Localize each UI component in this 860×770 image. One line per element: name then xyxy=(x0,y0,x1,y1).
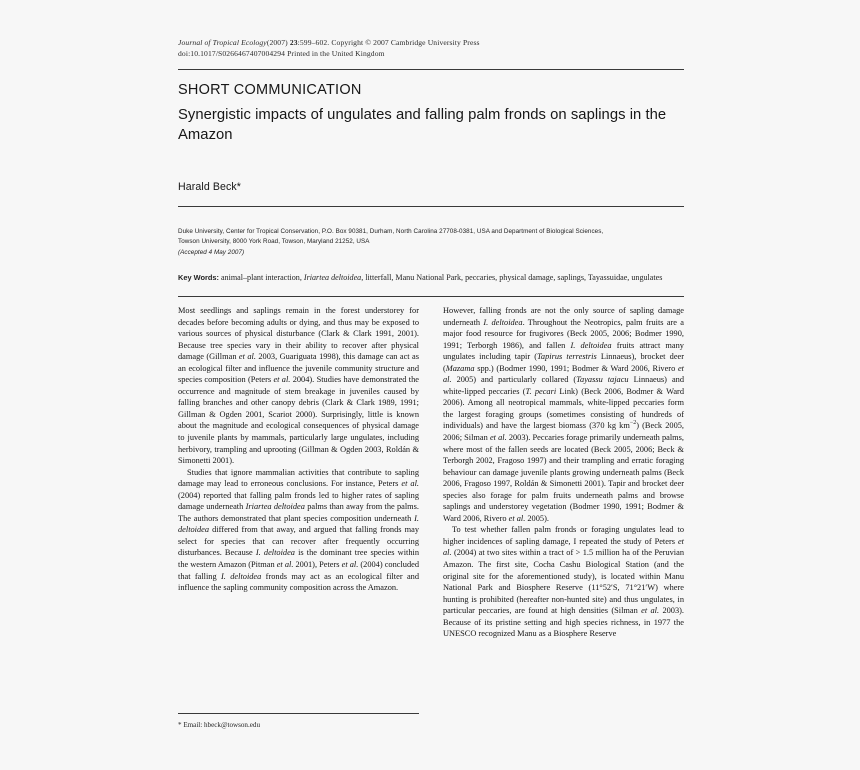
italic-term: et al. xyxy=(341,560,359,570)
keywords-part-2: , litterfall, Manu National Park, peccaries, physical damage, saplings, Tayassuidae, ungulates xyxy=(361,272,663,282)
italic-term: et al. xyxy=(443,536,684,558)
italic-term: T. pecari xyxy=(525,386,557,396)
accepted-date: (Accepted 4 May 2007) xyxy=(178,248,245,256)
body-text: . Throughout the Neotropics, palm fruits are a major food resource for frugivores (Beck 2005, 2006; Bodmer 1990, 1991; Terborgh 1986), and fallen xyxy=(443,317,684,350)
header-rule-middle xyxy=(178,206,684,207)
body-text: fruits attract many ungulates including tapir ( xyxy=(443,340,684,362)
body-paragraph xyxy=(178,305,419,467)
body-text: 2004). Studies have demonstrated the occurrence and magnitude of stem breakage in juveniles caused by falling branches and other canopy debris (Clark & Clark 1989, 1991; Gillman & Ogden 2001, Scariot 2000). Surprisingly, little is known about the magnitude and ecological consequences of physical damage to juvenile plants by mammals, particularly large ungulates, including herbivory, trampling and uprooting (Gillman & Ogden 2003, Roldán & Simonetti 2001). xyxy=(178,375,419,466)
italic-term: Tapirus terrestris xyxy=(537,352,597,362)
body-paragraph xyxy=(443,524,684,639)
footnote-rule xyxy=(178,713,419,714)
body-text: (2004) reported that falling palm fronds led to higher rates of sapling damage underneath xyxy=(178,490,419,512)
body-text: 2001), Peters xyxy=(293,560,342,570)
author-affiliation xyxy=(178,227,684,258)
italic-term: I. deltoidea xyxy=(178,513,419,535)
body-columns xyxy=(178,305,684,640)
italic-term: et al. xyxy=(508,513,526,523)
body-text: spp.) (Bodmer 1990, 1991; Bodmer & Ward 2006, Rivero xyxy=(474,363,678,373)
affiliation-line-1: Duke University, Center for Tropical Conservation, P.O. Box 90381, Durham, North Carolina 27708-0381, USA and Department of Biological Sciences, xyxy=(178,228,604,236)
keywords-block xyxy=(178,272,684,285)
paper-header-section xyxy=(178,38,684,297)
italic-term: I. deltoidea xyxy=(221,571,262,581)
body-text: Most seedlings and saplings remain in the forest understorey for decades before becoming adults or dying, and thus may be exposed to various sources of physical disturbance (Clark & Clark 1991, 2001). Because tree species vary in their ability to recover after physical damage (Gillman xyxy=(178,306,419,362)
keywords-label: Key Words: xyxy=(178,272,219,282)
italic-term: I. deltoidea xyxy=(483,317,523,327)
keywords-species: Iriartea deltoidea xyxy=(303,272,362,282)
body-column-right xyxy=(443,305,684,640)
body-text: Studies that ignore mammalian activities that contribute to sapling damage may lead to erroneous conclusions. For instance, Peters xyxy=(178,467,419,489)
footnote-email: * Email: hbeck@towson.edu xyxy=(178,721,260,729)
journal-doi: doi:10.1017/S0266467407004294 xyxy=(178,49,286,59)
journal-pages: :599–602. xyxy=(297,38,330,47)
page-title: Synergistic impacts of ungulates and falling palm fronds on saplings in the Amazon xyxy=(178,107,667,143)
title-block xyxy=(178,81,684,193)
italic-term: Tayassu tajacu xyxy=(576,375,629,385)
body-text: fronds may act as an ecological filter and influence the sapling community composition across the Amazon. xyxy=(178,571,420,593)
body-text: 2005) and particularly collared ( xyxy=(451,375,577,385)
keywords-part-1: animal–plant interaction, xyxy=(220,272,304,282)
affiliation-line-2: Towson University, 8000 York Road, Towson, Maryland 21252, USA xyxy=(178,238,370,246)
journal-year: (2007) xyxy=(266,38,288,47)
italic-term: et al. xyxy=(443,363,684,385)
journal-citation-line xyxy=(178,38,684,49)
journal-printed: Printed in the United Kingdom xyxy=(287,49,385,59)
header-rule-top xyxy=(178,69,684,70)
body-text: (2004) at two sites within a tract of > 1.5 million ha of the Peruvian Amazon. The first site, Cocha Cashu Biological Station (and the original site for the aforementioned study), is located within Manu National Park and Biosphere Reserve (11°52′S, 71°21′W) where hunting is prohibited (hereafter non-hunted site) and thus ungulates, in particular peccaries, are found at high densities (Silman xyxy=(443,548,684,616)
article-kicker: SHORT COMMUNICATION xyxy=(178,82,362,99)
header-rule-bottom xyxy=(178,296,684,297)
body-text: 2003). Because of its pristine setting and high species richness, in 1977 the UNESCO recognized Manu as a Biosphere Reserve xyxy=(443,606,685,639)
body-column-left xyxy=(178,305,419,640)
body-paragraph xyxy=(443,305,684,524)
body-text: However, falling fronds are not the only source of sapling damage underneath xyxy=(443,306,684,327)
journal-volume: 23 xyxy=(289,38,298,47)
italic-term: Iriartea deltoidea xyxy=(245,502,305,512)
italic-term: et al. xyxy=(641,606,660,616)
italic-term: et al. xyxy=(489,433,507,443)
body-text: ) (Beck 2005, 2006; Silman xyxy=(443,421,684,443)
journal-doi-line xyxy=(178,49,684,60)
body-text: Linnaeus), brocket deer ( xyxy=(443,352,685,373)
italic-term: et al. xyxy=(238,352,256,362)
footnote-area xyxy=(178,713,419,731)
journal-name: Journal of Tropical Ecology xyxy=(178,38,267,47)
body-text: To test whether fallen palm fronds or foraging ungulates lead to higher incidences of sapling damage, I repeated the study of Peters xyxy=(443,525,684,546)
author-name: Harald Beck* xyxy=(178,181,242,194)
body-text: is the dominant tree species within the western Amazon (Pitman xyxy=(178,548,420,570)
body-paragraph xyxy=(178,467,419,594)
body-text: palms than away from the palms. The authors demonstrated that plant species composition underneath xyxy=(178,502,420,523)
body-text: 2005). xyxy=(525,513,549,523)
superscript-exponent: −2 xyxy=(629,420,637,427)
body-text: 2003). Peccaries forage primarily underneath palms, where most of the fallen seeds are located (Beck 2005, 2006; Beck & Terborgh 2002, Fragoso 1997) and their trampling and erratic foraging behaviour can damage juvenile plants growing underneath palms (Beck 2006, Fragoso 1997, Roldán & Simonetti 2001). Tapir and brocket deer species also forage for palm fruits underneath palms and browse saplings and understorey vegetation (Bodmer 1990, 1991; Bodmer & Ward 2006, Rivero xyxy=(443,433,685,523)
journal-copyright: Copyright © 2007 Cambridge University Press xyxy=(331,38,480,47)
italic-term: Mazama xyxy=(445,363,475,373)
italic-term: et al. xyxy=(273,375,291,385)
italic-term: et al. xyxy=(276,560,294,570)
journal-header xyxy=(178,38,684,60)
body-text: Link) (Beck 2006, Bodmer & Ward 2006). Among all neotropical mammals, white-lipped peccaries form the largest foraging groups (sometimes consisting of hundreds of individuals) and have the largest biomass (370 kg km xyxy=(443,386,684,431)
body-text: Linnaeus) and white-lipped peccaries ( xyxy=(443,375,684,396)
italic-term: et al. xyxy=(401,479,419,489)
body-text: (2004) concluded that falling xyxy=(178,560,420,581)
body-text: differed from that away, and argued that falling fronds may select for species that can recover after frequently occurring disturbances. Because xyxy=(178,525,419,558)
body-text: 2003, Guariguata 1998), this damage can act as an ecological filter and influence the juvenile community structure and species composition (Peters xyxy=(178,352,419,385)
italic-term: I. deltoidea xyxy=(570,340,612,350)
italic-term: I. deltoidea xyxy=(255,548,295,558)
